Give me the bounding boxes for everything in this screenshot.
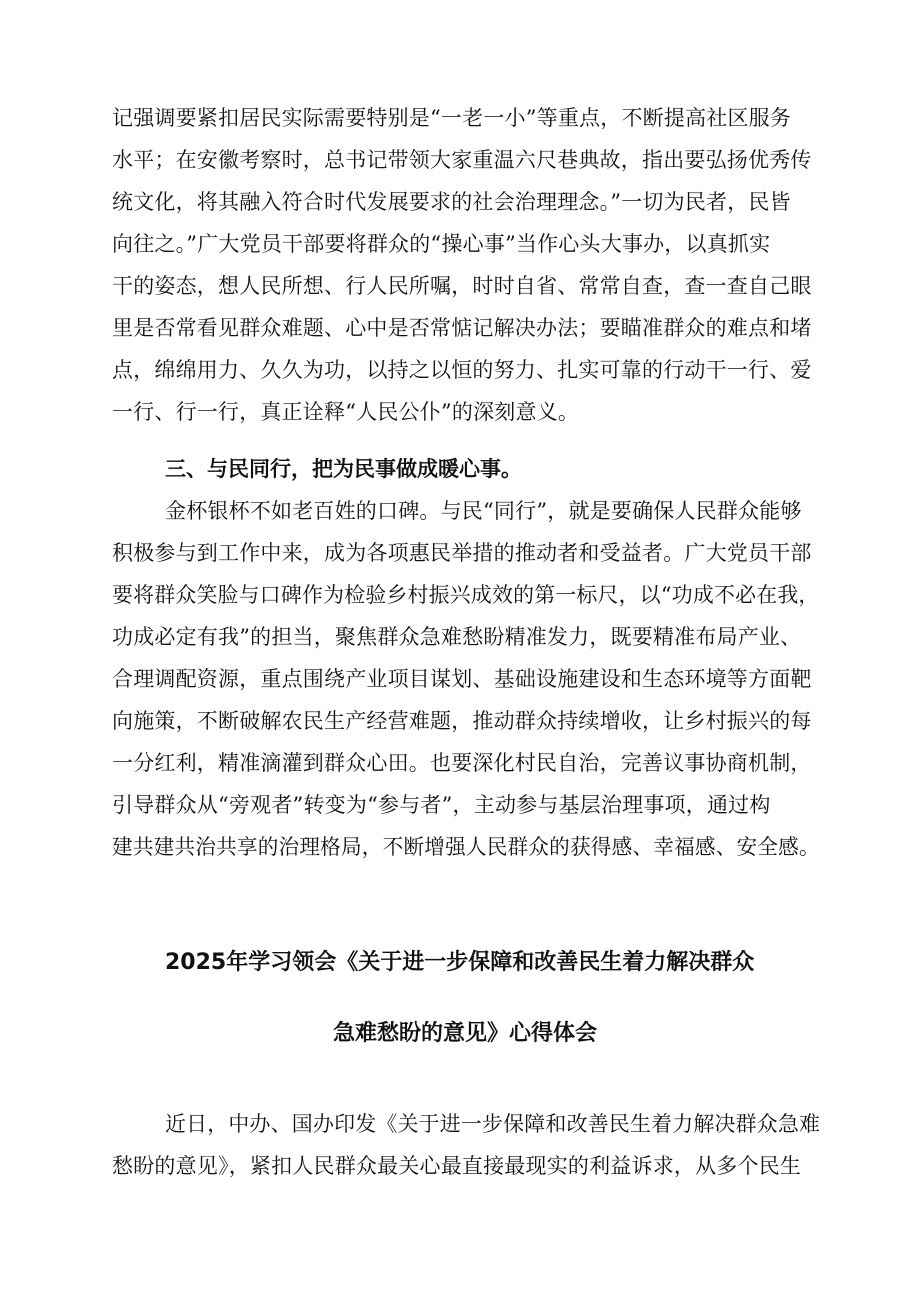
text-line: 功成必定有我”的担当，聚焦群众急难愁盼精准发力，既要精准布局产业、 xyxy=(112,625,802,649)
section-heading: 三、与民同行，把为民事做成暖心事。 xyxy=(165,457,522,481)
text-line: 一行、行一行，真正诠释“人民公仆”的深刻意义。 xyxy=(112,400,580,424)
text-line: 统文化，将其融入符合时代发展要求的社会治理理念。”一切为民者，民皆 xyxy=(112,190,791,214)
text-line: 建共建共治共享的治理格局，不断增强人民群众的获得感、幸福感、安全感。 xyxy=(112,835,820,859)
text-line: 向施策，不断破解农民生产经营难题，推动群众持续增收，让乡村振兴的每 xyxy=(112,709,812,733)
text-line: 金杯银杯不如老百姓的口碑。与民“同行”，就是要确保人民群众能够 xyxy=(165,499,802,523)
text-line: 引导群众从“旁观者”转变为“参与者”，主动参与基层治理事项，通过构 xyxy=(112,793,771,817)
article-title-line-1: 2025年学习领会《关于进一步保障和改善民生着力解决群众 xyxy=(165,950,755,975)
text-line: 里是否常看见群众难题、心中是否常惦记解决办法；要瞄准群众的难点和堵 xyxy=(112,316,812,340)
text-line: 积极参与到工作中来，成为各项惠民举措的推动者和受益者。广大党员干部 xyxy=(112,541,812,565)
text-line: 近日，中办、国办印发《关于进一步保障和改善民生着力解决群众急难 xyxy=(165,1112,821,1136)
text-line: 愁盼的意见》，紧扣人民群众最关心最直接最现实的利益诉求，从多个民生 xyxy=(112,1154,802,1178)
text-line: 一分红利，精准滴灌到群众心田。也要深化村民自治，完善议事协商机制， xyxy=(112,751,812,775)
article-title-line-2: 急难愁盼的意见》心得体会 xyxy=(333,1021,598,1046)
text-line: 水平；在安徽考察时，总书记带领大家重温六尺巷典故，指出要弘扬优秀传 xyxy=(112,148,812,172)
text-line: 记强调要紧扣居民实际需要特别是“一老一小”等重点，不断提高社区服务 xyxy=(112,106,792,130)
text-line: 合理调配资源，重点围绕产业项目谋划、基础设施建设和生态环境等方面靶 xyxy=(112,667,812,691)
text-line: 要将群众笑脸与口碑作为检验乡村振兴成效的第一标尺，以“功成不必在我， xyxy=(112,583,820,607)
text-line: 干的姿态，想人民所想、行人民所嘱，时时自省、常常自查，查一查自己眼 xyxy=(112,274,812,298)
text-line: 点，绵绵用力、久久为功，以持之以恒的努力、扎实可靠的行动干一行、爱 xyxy=(112,358,812,382)
text-line: 向往之。”广大党员干部要将群众的“操心事”当作心头大事办，以真抓实 xyxy=(112,232,771,256)
